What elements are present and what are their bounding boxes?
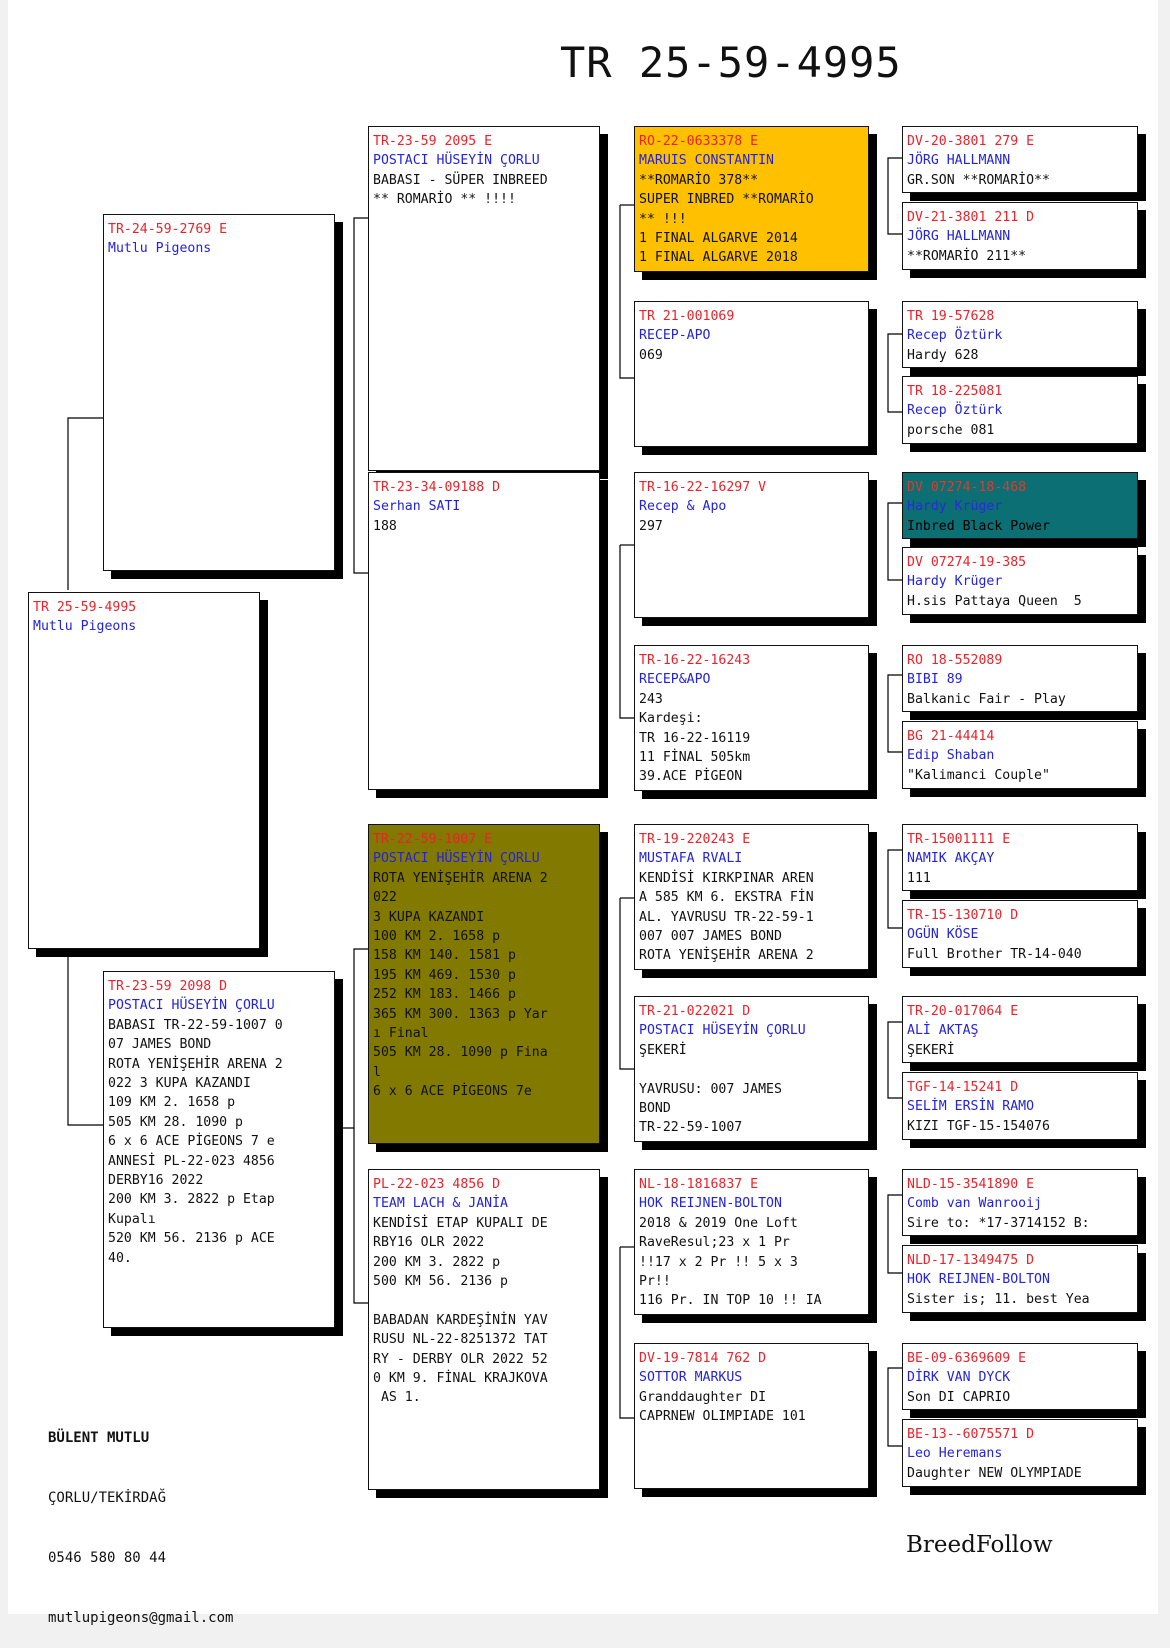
ring-number: TR-23-34-09188 D bbox=[373, 480, 501, 495]
owner-name: Hardy Krüger bbox=[907, 499, 1003, 515]
info-line: RaveResul;23 x 1 Pr bbox=[639, 1235, 790, 1251]
ring-number: DV-19-7814 762 D bbox=[639, 1351, 767, 1366]
ring-number: TR 19-57628 bbox=[907, 309, 995, 324]
info-line bbox=[639, 1060, 864, 1079]
owner-name: Serhan SATI bbox=[373, 499, 461, 515]
ring-number: PL-22-023 4856 D bbox=[373, 1177, 501, 1192]
info-line: 39.ACE PİGEON bbox=[639, 769, 743, 785]
info-line: AS 1. bbox=[373, 1390, 421, 1406]
subject-box bbox=[28, 592, 260, 949]
ring-number: DV-21-3801 211 D bbox=[907, 210, 1035, 225]
ring-number: TR-16-22-16243 bbox=[639, 653, 751, 668]
sire-box bbox=[103, 214, 335, 571]
owner-name: Hardy Krüger bbox=[907, 574, 1003, 590]
info-line: Kupalı bbox=[108, 1211, 156, 1227]
info-line: RUSU NL-22-8251372 TAT bbox=[373, 1332, 548, 1348]
info-line: YAVRUSU: 007 JAMES bbox=[639, 1081, 782, 1097]
info-line: 07 JAMES BOND bbox=[108, 1037, 212, 1053]
info-line: RY - DERBY OLR 2022 52 bbox=[373, 1351, 548, 1367]
ring-number: TR-23-59 2098 D bbox=[108, 979, 228, 994]
owner-name: Recep Öztürk bbox=[907, 328, 1003, 344]
info-line: ROTA YENİŞEHİR ARENA 2 bbox=[373, 870, 548, 886]
info-line: 116 Pr. IN TOP 10 !! IA bbox=[639, 1293, 822, 1309]
ring-number: NLD-17-1349475 D bbox=[907, 1253, 1035, 1268]
ring-number: TR-24-59-2769 E bbox=[108, 222, 228, 237]
ring-number: TR-23-59 2095 E bbox=[373, 134, 493, 149]
owner-name: Recep Öztürk bbox=[907, 403, 1003, 419]
info-line: GR.SON **ROMARİO** bbox=[907, 172, 1050, 188]
owner-name: HOK REIJNEN-BOLTON bbox=[907, 1272, 1050, 1288]
info-line: **ROMARİO 378** bbox=[639, 172, 759, 188]
dam-box bbox=[103, 971, 335, 1328]
info-line: 3 KUPA KAZANDI bbox=[373, 909, 485, 925]
ring-number: BE-09-6369609 E bbox=[907, 1351, 1027, 1366]
info-line: Sister is; 11. best Yea bbox=[907, 1291, 1090, 1307]
gen5-box-10 bbox=[902, 900, 1138, 968]
info-line: 6 x 6 ACE PİGEONS 7 e bbox=[108, 1134, 275, 1150]
info-line: Inbred Black Power bbox=[907, 518, 1050, 534]
info-line: Sire to: *17-3714152 B: bbox=[907, 1215, 1090, 1231]
owner-name: SOTTOR MARKUS bbox=[639, 1370, 743, 1386]
owner-name: Comb van Wanrooij bbox=[907, 1196, 1042, 1212]
gen5-box-12 bbox=[902, 1072, 1138, 1140]
info-line: Full Brother TR-14-040 bbox=[907, 946, 1082, 962]
info-line: AL. YAVRUSU TR-22-59-1 bbox=[639, 909, 814, 925]
gen5-box-3 bbox=[902, 301, 1138, 368]
gen5-box-15 bbox=[902, 1343, 1138, 1410]
info-line: 158 KM 140. 1581 p bbox=[373, 948, 516, 964]
owner-name: SELİM ERSİN RAMO bbox=[907, 1099, 1035, 1115]
gen5-box-11 bbox=[902, 996, 1138, 1063]
info-line: ı Final bbox=[373, 1026, 429, 1042]
info-line: ŞEKERİ bbox=[639, 1042, 687, 1058]
info-line: BABASI - SÜPER INBREED bbox=[373, 172, 548, 188]
owner-name: JÖRG HALLMANN bbox=[907, 229, 1011, 245]
info-line: ROTA YENİŞEHİR ARENA 2 bbox=[108, 1056, 283, 1072]
info-line: TR 16-22-16119 bbox=[639, 730, 751, 746]
ring-number: TGF-14-15241 D bbox=[907, 1080, 1019, 1095]
ring-number: NL-18-1816837 E bbox=[639, 1177, 759, 1192]
info-line: 6 x 6 ACE PİGEONS 7e bbox=[373, 1084, 532, 1100]
gen5-box-9 bbox=[902, 824, 1138, 891]
gen5-box-16 bbox=[902, 1419, 1138, 1487]
info-line: 1 FINAL ALGARVE 2014 bbox=[639, 231, 798, 247]
owner-name: Recep & Apo bbox=[639, 499, 727, 515]
info-line: Son DI CAPRIO bbox=[907, 1389, 1011, 1405]
info-line: Granddaughter DI bbox=[639, 1389, 767, 1405]
info-line: SUPER INBRED **ROMARİO bbox=[639, 192, 814, 208]
ring-number: TR 21-001069 bbox=[639, 309, 735, 324]
info-line: 1 FINAL ALGARVE 2018 bbox=[639, 250, 798, 266]
info-line: 243 bbox=[639, 691, 663, 707]
info-line: 109 KM 2. 1658 p bbox=[108, 1095, 236, 1111]
owner-name: HOK REIJNEN-BOLTON bbox=[639, 1196, 782, 1212]
ring-number: TR-15001111 E bbox=[907, 832, 1011, 847]
dsd-box bbox=[634, 996, 869, 1142]
info-line: BABADAN KARDEŞİNİN YAV bbox=[373, 1312, 548, 1328]
owner-name: ALİ AKTAŞ bbox=[907, 1023, 979, 1039]
info-line: H.sis Pattaya Queen 5 bbox=[907, 593, 1082, 609]
ring-number: DV 07274-18-468 bbox=[907, 480, 1027, 495]
gen5-box-4 bbox=[902, 376, 1138, 444]
sds-box bbox=[634, 472, 869, 618]
info-line: BOND bbox=[639, 1101, 671, 1117]
ssd-box bbox=[634, 301, 869, 447]
sire-dam-box bbox=[368, 472, 600, 790]
dds-box bbox=[634, 1169, 869, 1315]
owner-name: MUSTAFA RVALI bbox=[639, 851, 743, 867]
info-line: !!17 x 2 Pr !! 5 x 3 bbox=[639, 1254, 798, 1270]
info-line: 195 KM 469. 1530 p bbox=[373, 967, 516, 983]
ring-number: RO 18-552089 bbox=[907, 653, 1003, 668]
info-line: 022 3 KUPA KAZANDI bbox=[108, 1076, 251, 1092]
info-line: TR-22-59-1007 bbox=[639, 1120, 743, 1136]
owner-name: DİRK VAN DYCK bbox=[907, 1370, 1011, 1386]
owner-name: Mutlu Pigeons bbox=[33, 619, 137, 635]
info-line: 365 KM 300. 1363 p Yar bbox=[373, 1006, 548, 1022]
owner-name: POSTACI HÜSEYİN ÇORLU bbox=[639, 1023, 806, 1039]
gen5-box-14 bbox=[902, 1245, 1138, 1313]
gen5-box-1 bbox=[902, 126, 1138, 193]
ring-number: TR-20-017064 E bbox=[907, 1004, 1019, 1019]
info-line: ŞEKERİ bbox=[907, 1042, 955, 1058]
owner-name: Mutlu Pigeons bbox=[108, 241, 212, 257]
ring-number: TR 18-225081 bbox=[907, 384, 1003, 399]
ddd-box bbox=[634, 1343, 869, 1489]
info-line: 2018 & 2019 One Loft bbox=[639, 1215, 798, 1231]
info-line: 188 bbox=[373, 518, 397, 534]
info-line: A 585 KM 6. EKSTRA FİN bbox=[639, 890, 814, 906]
info-line: 0 KM 9. FİNAL KRAJKOVA bbox=[373, 1371, 548, 1387]
info-line: KENDİSİ ETAP KUPALI DE bbox=[373, 1215, 548, 1231]
info-line: 520 KM 56. 2136 p ACE bbox=[108, 1231, 275, 1247]
info-line: 111 bbox=[907, 870, 931, 886]
ring-number: BG 21-44414 bbox=[907, 729, 995, 744]
gen5-box-2 bbox=[902, 202, 1138, 270]
info-line bbox=[373, 1291, 595, 1310]
gen5-box-8 bbox=[902, 721, 1138, 789]
ring-number: TR-21-022021 D bbox=[639, 1004, 751, 1019]
ring-number: TR-22-59-1007 E bbox=[373, 832, 493, 847]
info-line: Balkanic Fair - Play bbox=[907, 691, 1066, 707]
breeder-email[interactable]: mutlupigeons@gmail.com bbox=[48, 1610, 234, 1626]
info-line: Hardy 628 bbox=[907, 347, 979, 363]
ring-number: DV-20-3801 279 E bbox=[907, 134, 1035, 149]
breeder-city: ÇORLU/TEKİRDAĞ bbox=[48, 1490, 167, 1506]
owner-name: POSTACI HÜSEYİN ÇORLU bbox=[108, 998, 275, 1014]
info-line: 500 KM 56. 2136 p bbox=[373, 1274, 508, 1290]
info-line: DERBY16 2022 bbox=[108, 1173, 204, 1189]
owner-name: RECEP-APO bbox=[639, 328, 711, 344]
info-line: Daughter NEW OLYMPIADE bbox=[907, 1465, 1082, 1481]
info-line: KENDİSİ KIRKPINAR AREN bbox=[639, 870, 814, 886]
owner-name: TEAM LACH & JANİA bbox=[373, 1196, 508, 1212]
sdd-box bbox=[634, 645, 869, 791]
owner-name: BIBI 89 bbox=[907, 672, 963, 688]
gen5-box-13 bbox=[902, 1169, 1138, 1236]
sire-sire-box bbox=[368, 126, 600, 471]
info-line: ROTA YENİŞEHİR ARENA 2 bbox=[639, 948, 814, 964]
owner-name: JÖRG HALLMANN bbox=[907, 153, 1011, 169]
ring-number: RO-22-0633378 E bbox=[639, 134, 759, 149]
info-line: CAPRNEW OLIMPIADE 101 bbox=[639, 1409, 806, 1425]
info-line: 40. bbox=[108, 1250, 132, 1266]
breeder-phone: 0546 580 80 44 bbox=[48, 1550, 167, 1566]
ring-number: TR-16-22-16297 V bbox=[639, 480, 767, 495]
pedigree-title: TR 25-59-4995 bbox=[560, 38, 902, 87]
info-line: "Kalimanci Couple" bbox=[907, 767, 1050, 783]
info-line: 505 KM 28. 1090 p bbox=[108, 1114, 243, 1130]
owner-name: POSTACI HÜSEYİN ÇORLU bbox=[373, 153, 540, 169]
info-line: ANNESİ PL-22-023 4856 bbox=[108, 1153, 275, 1169]
owner-name: POSTACI HÜSEYİN ÇORLU bbox=[373, 851, 540, 867]
breeder-contact bbox=[48, 1388, 233, 1648]
ring-number: TR 25-59-4995 bbox=[33, 600, 137, 615]
dam-sire-box bbox=[368, 824, 600, 1144]
info-line: 100 KM 2. 1658 p bbox=[373, 929, 501, 945]
info-line: Kardeşi: bbox=[639, 711, 703, 727]
sss-box bbox=[634, 126, 869, 272]
ring-number: DV 07274-19-385 bbox=[907, 555, 1027, 570]
info-line: 505 KM 28. 1090 p Fina bbox=[373, 1045, 548, 1061]
owner-name: RECEP&APO bbox=[639, 672, 711, 688]
owner-name: OGÜN KÖSE bbox=[907, 927, 979, 943]
ring-number: TR-19-220243 E bbox=[639, 832, 751, 847]
info-line: 022 bbox=[373, 890, 397, 906]
info-line: ** ROMARİO ** !!!! bbox=[373, 192, 516, 208]
info-line: ** !!! bbox=[639, 211, 687, 227]
info-line: 297 bbox=[639, 518, 663, 534]
owner-name: Edip Shaban bbox=[907, 748, 995, 764]
info-line: 11 FİNAL 505km bbox=[639, 750, 751, 766]
breedfollow-logo: BreedFollow bbox=[906, 1532, 1053, 1558]
info-line: 200 KM 3. 2822 p Etap bbox=[108, 1192, 275, 1208]
gen5-box-6 bbox=[902, 547, 1138, 615]
ring-number: BE-13--6075571 D bbox=[907, 1427, 1035, 1442]
info-line: 200 KM 3. 2822 p bbox=[373, 1254, 501, 1270]
dam-dam-box bbox=[368, 1169, 600, 1490]
gen5-box-5 bbox=[902, 472, 1138, 539]
ring-number: NLD-15-3541890 E bbox=[907, 1177, 1035, 1192]
owner-name: NAMIK AKÇAY bbox=[907, 851, 995, 867]
info-line: BABASI TR-22-59-1007 0 bbox=[108, 1017, 283, 1033]
info-line: Pr!! bbox=[639, 1274, 671, 1290]
dss-box bbox=[634, 824, 869, 970]
owner-name: Leo Heremans bbox=[907, 1446, 1003, 1462]
owner-name: MARUIS CONSTANTIN bbox=[639, 153, 774, 169]
info-line: 069 bbox=[639, 347, 663, 363]
info-line: **ROMARİO 211** bbox=[907, 248, 1027, 264]
gen5-box-7 bbox=[902, 645, 1138, 712]
info-line: 252 KM 183. 1466 p bbox=[373, 987, 516, 1003]
breeder-name: BÜLENT MUTLU bbox=[48, 1430, 150, 1446]
info-line: KIZI TGF-15-154076 bbox=[907, 1118, 1050, 1134]
info-line: 007 007 JAMES BOND bbox=[639, 929, 782, 945]
ring-number: TR-15-130710 D bbox=[907, 908, 1019, 923]
info-line: porsche 081 bbox=[907, 422, 995, 438]
info-line: l bbox=[373, 1064, 381, 1080]
info-line: RBY16 OLR 2022 bbox=[373, 1235, 485, 1251]
